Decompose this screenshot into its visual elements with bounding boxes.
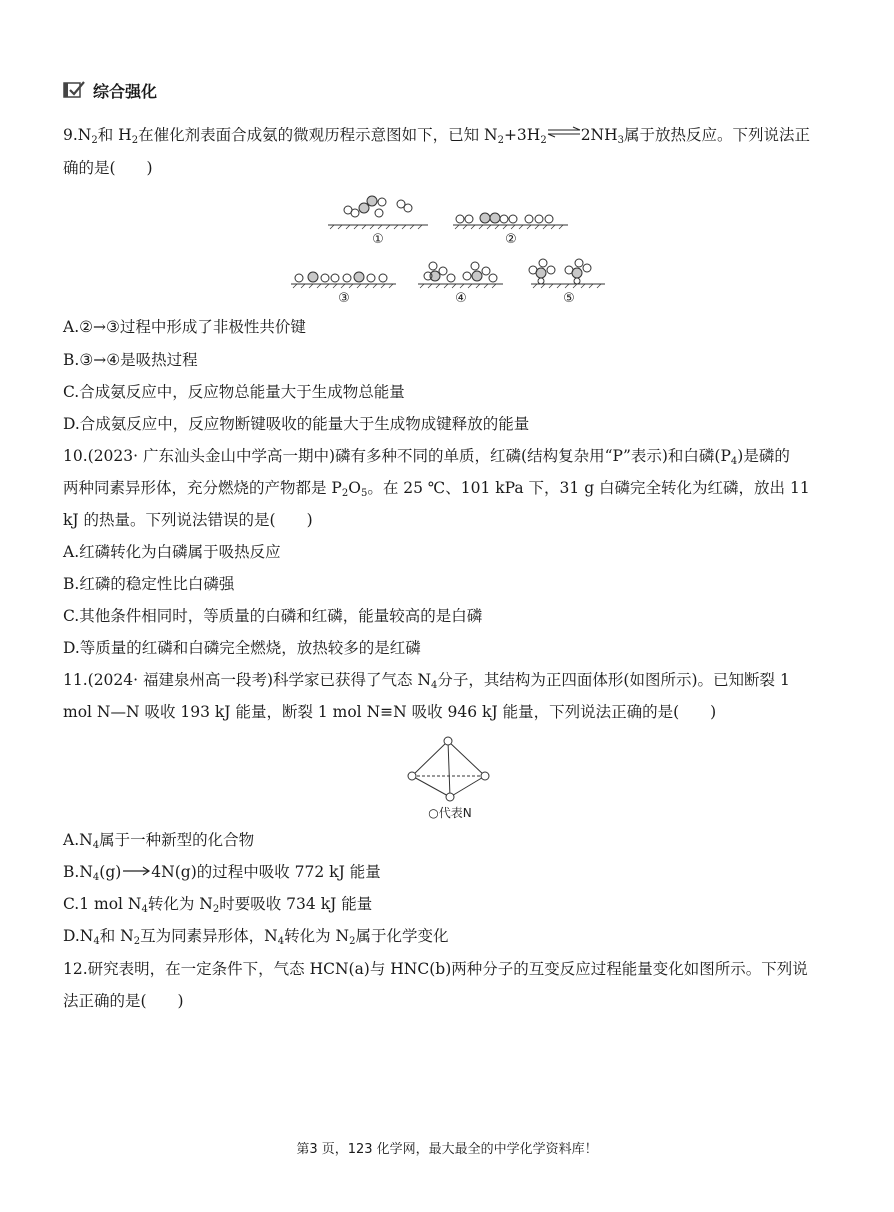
section-heading <box>63 79 157 101</box>
checklist-icon <box>63 81 85 99</box>
q10-option-b[interactable]: B.红磷的稳定性比白磷强 <box>63 575 235 593</box>
q10-option-a[interactable]: A.红磷转化为白磷属于吸热反应 <box>63 543 281 561</box>
q10-stem-line1: 10.(2023· 广东汕头金山中学高一期中)磷有多种不同的单质，红磷(结构复杂用“P”表示)和白磷$(P_4)$是磷的 <box>63 447 790 467</box>
q11-option-d[interactable]: $D.N_4$和 $N_2$互为同素异形体，$N_4$转化为 $N_2$属于化学变化 <box>63 927 449 947</box>
q11-stem-line1: 11.(2024· 福建泉州高一段考)科学家已获得了气态 $N_4$分子，其结构为正四面体形(如图所示)。已知断裂 1 <box>63 671 790 691</box>
q11-option-c[interactable]: C.1 mol $N_4$转化为 $N_2$时要吸收 734 kJ 能量 <box>63 895 373 915</box>
q11-tetrahedron-figure <box>400 734 500 826</box>
q10-stem-line3: kJ 的热量。下列说法错误的是( ) <box>63 511 313 529</box>
q12-stem-line2: 法正确的是( ) <box>63 992 184 1010</box>
section-title: 综合强化 <box>93 81 158 101</box>
stage-label-1: ① <box>372 232 384 247</box>
q10-option-c[interactable]: C.其他条件相同时，等质量的白磷和红磷，能量较高的是白磷 <box>63 607 483 625</box>
q9-stem-line1: $9.N_2$和 $H_2$在催化剂表面合成氨的微观历程示意图如下，已知 $N_2+3H_2$ $2NH_3$属于放热反应。下列说法正 <box>63 126 811 146</box>
atom-legend: ○代表N <box>428 806 472 820</box>
q11-stem-line2: mol N—N 吸收 193 kJ 能量，断裂 1 mol N≡N 吸收 946 kJ 能量，下列说法正确的是( ) <box>63 703 717 721</box>
q10-option-d[interactable]: D.等质量的红磷和白磷完全燃烧，放热较多的是红磷 <box>63 639 421 657</box>
q9-option-b[interactable]: B.③→④是吸热过程 <box>63 351 198 369</box>
stage-label-2: ② <box>505 232 517 247</box>
stage-label-4: ④ <box>455 291 467 306</box>
equilibrium-arrow-icon <box>547 126 581 138</box>
stage-label-3: ③ <box>338 291 350 306</box>
q9-stem-line2: 确的是( ) <box>63 159 153 177</box>
q10-stem-line2: 两种同素异形体，充分燃烧的产物都是 $P_2O_5$。在 25 ℃、101 kPa 下，31 g 白磷完全转化为红磷，放出 11 <box>63 479 810 499</box>
q11-option-a[interactable]: $A.N_4$属于一种新型的化合物 <box>63 831 255 851</box>
stage-label-5: ⑤ <box>563 291 575 306</box>
q9-reaction-process-figure <box>285 188 610 310</box>
q9-option-c[interactable]: C.合成氨反应中，反应物总能量大于生成物总能量 <box>63 383 405 401</box>
q11-option-b[interactable]: $B.N_4(g)$ 4N(g)的过程中吸收 772 kJ 能量 <box>63 863 381 883</box>
q9-option-a[interactable]: A.②→③过程中形成了非极性共价键 <box>63 318 306 336</box>
page-footer: 第3 页，123 化学网，最大最全的中学化学资料库！ <box>296 1142 598 1157</box>
arrow-icon <box>121 866 151 876</box>
q9-option-d[interactable]: D.合成氨反应中，反应物断键吸收的能量大于生成物成键释放的能量 <box>63 415 530 433</box>
q12-stem-line1: 12.研究表明，在一定条件下，气态 HCN(a)与 HNC(b)两种分子的互变反应过程能量变化如图所示。下列说 <box>63 960 808 978</box>
